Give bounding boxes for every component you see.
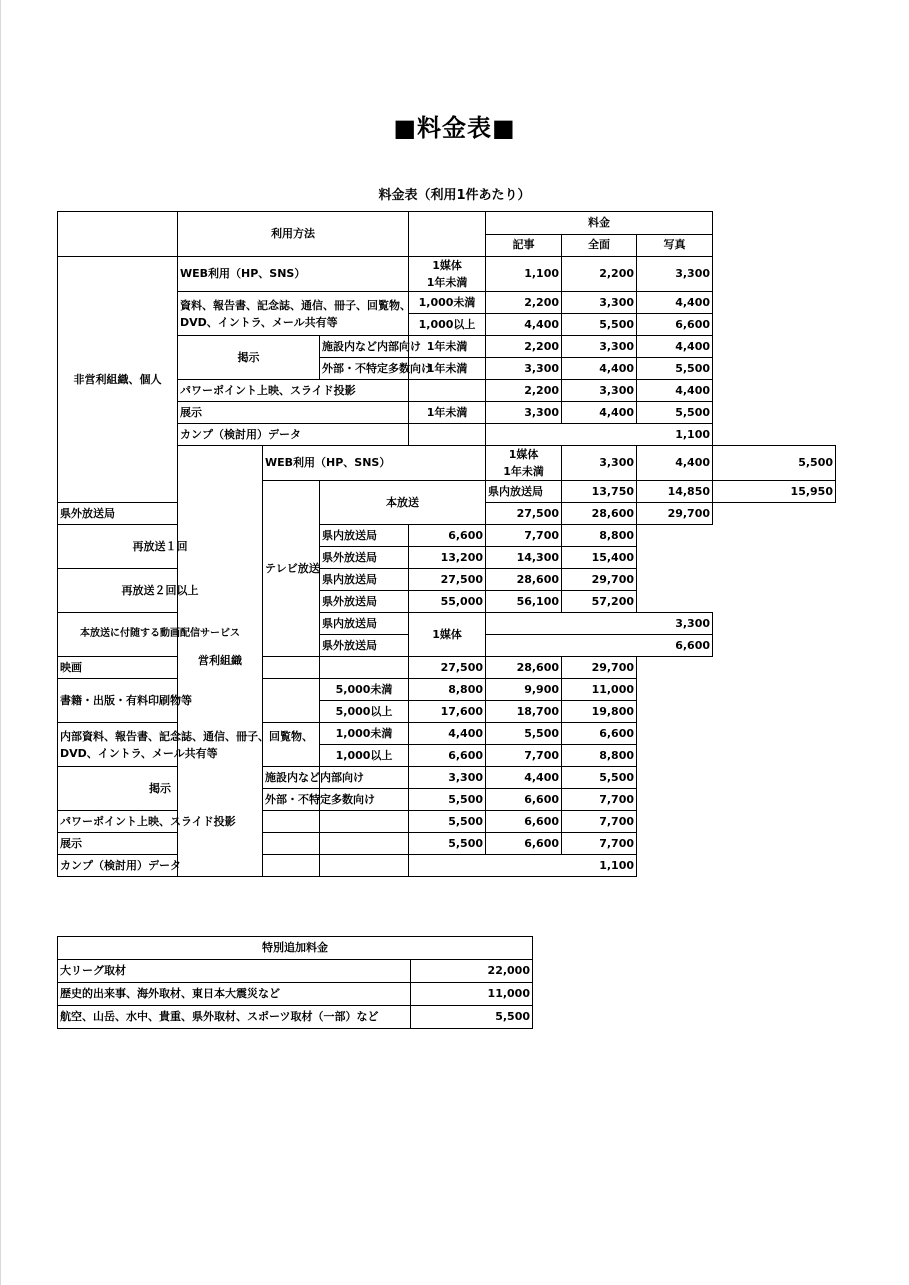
fee-full: 7,700 xyxy=(486,745,562,767)
usage-sub-label: 施設内など内部向け xyxy=(320,336,409,358)
usage-label: テレビ放送 xyxy=(263,481,320,657)
fee-flat: 3,300 xyxy=(486,613,713,635)
fee-flat: 1,100 xyxy=(486,424,713,446)
fee-photo: 6,600 xyxy=(637,314,713,336)
extra-fee-label: 大リーグ取材 xyxy=(58,960,411,983)
fee-full: 9,900 xyxy=(486,679,562,701)
fee-article: 5,500 xyxy=(409,833,486,855)
fee-article: 1,100 xyxy=(486,257,562,292)
condition-cell: 5,000以上 xyxy=(320,701,409,723)
usage-sub-label: 外部・不特定多数向け xyxy=(320,358,409,380)
usage-label: カンプ（検討用）データ xyxy=(178,424,409,446)
fee-article: 8,800 xyxy=(409,679,486,701)
condition-cell xyxy=(409,257,486,292)
condition-cell xyxy=(320,855,409,877)
fee-full: 4,400 xyxy=(562,402,637,424)
usage-label: WEB利用（HP、SNS） xyxy=(263,446,486,481)
table-row xyxy=(58,983,533,1006)
table-row xyxy=(58,833,836,855)
fee-full: 3,300 xyxy=(562,336,637,358)
fee-full: 5,500 xyxy=(486,723,562,745)
condition-text: 1媒体 xyxy=(508,448,539,462)
table-row xyxy=(58,960,533,983)
station-label: 県外放送局 xyxy=(320,547,409,569)
usage-label: 掲示 xyxy=(178,336,320,380)
station-label: 県外放送局 xyxy=(320,591,409,613)
fee-photo: 7,700 xyxy=(562,789,637,811)
station-label: 県内放送局 xyxy=(486,481,562,503)
usage-label xyxy=(178,292,409,336)
fee-table xyxy=(57,211,836,877)
fee-flat: 6,600 xyxy=(486,635,713,657)
fee-photo: 7,700 xyxy=(562,811,637,833)
fee-article: 4,400 xyxy=(409,723,486,745)
fee-full: 7,700 xyxy=(486,525,562,547)
condition-cell: 1年未満 xyxy=(409,336,486,358)
usage-label: 展示 xyxy=(58,833,320,855)
fee-photo: 19,800 xyxy=(562,701,637,723)
page-title: ■料金表■ xyxy=(393,114,516,142)
fee-flat: 1,100 xyxy=(409,855,637,877)
header-photo: 写真 xyxy=(637,234,713,257)
extra-header-row xyxy=(58,937,533,960)
fee-article: 27,500 xyxy=(409,657,486,679)
header-condition-cell xyxy=(409,212,486,257)
tv-sub-label: 本放送に付随する動画配信サービス xyxy=(58,613,263,657)
header-article: 記事 xyxy=(486,234,562,257)
fee-full: 28,600 xyxy=(562,503,637,525)
fee-photo: 5,500 xyxy=(637,358,713,380)
fee-article: 13,200 xyxy=(409,547,486,569)
fee-photo: 8,800 xyxy=(562,525,637,547)
condition-cell: 1年未満 xyxy=(409,402,486,424)
station-label: 県外放送局 xyxy=(58,503,178,525)
fee-article: 6,600 xyxy=(409,525,486,547)
fee-photo: 4,400 xyxy=(637,380,713,402)
usage-label-line: DVD、イントラ、メール共有等 xyxy=(180,315,338,329)
fee-full: 3,300 xyxy=(562,292,637,314)
usage-sub-label: 施設内など内部向け xyxy=(263,767,320,789)
condition-cell: 5,000未満 xyxy=(320,679,409,701)
fee-full: 28,600 xyxy=(486,569,562,591)
fee-photo: 29,700 xyxy=(562,569,637,591)
fee-table-caption: 料金表（利用1件あたり） xyxy=(378,188,531,203)
condition-cell: 1,000未満 xyxy=(320,723,409,745)
extra-fee-value: 22,000 xyxy=(411,960,533,983)
condition-cell xyxy=(320,811,409,833)
header-full: 全面 xyxy=(562,234,637,257)
usage-label: パワーポイント上映、スライド投影 xyxy=(178,380,409,402)
fee-article: 3,300 xyxy=(562,446,637,481)
table-row xyxy=(58,525,836,547)
usage-label: 展示 xyxy=(178,402,409,424)
header-group-cell xyxy=(58,212,178,257)
fee-full: 56,100 xyxy=(486,591,562,613)
fee-photo: 5,500 xyxy=(637,402,713,424)
fee-full: 14,850 xyxy=(637,481,713,503)
fee-photo: 3,300 xyxy=(637,257,713,292)
fee-full: 4,400 xyxy=(486,767,562,789)
condition-cell: 1,000未満 xyxy=(409,292,486,314)
table-row xyxy=(58,855,836,877)
tv-sub-label: 再放送１回 xyxy=(58,525,263,569)
station-label: 県内放送局 xyxy=(320,525,409,547)
header-fee: 料金 xyxy=(486,212,713,235)
fee-photo: 4,400 xyxy=(637,292,713,314)
extra-fee-table xyxy=(57,936,533,1029)
fee-photo: 11,000 xyxy=(562,679,637,701)
fee-article: 13,750 xyxy=(562,481,637,503)
condition-cell xyxy=(486,446,562,481)
fee-full: 4,400 xyxy=(637,446,713,481)
fee-full: 3,300 xyxy=(562,380,637,402)
fee-photo: 57,200 xyxy=(562,591,637,613)
fee-full: 4,400 xyxy=(562,358,637,380)
header-usage: 利用方法 xyxy=(178,212,409,257)
usage-label: WEB利用（HP、SNS） xyxy=(178,257,409,292)
usage-label-line: 資料、報告書、記念誌、通信、冊子、回覧物、 xyxy=(180,298,411,312)
station-label: 県内放送局 xyxy=(320,613,409,635)
fee-photo: 29,700 xyxy=(637,503,713,525)
fee-article: 17,600 xyxy=(409,701,486,723)
fee-article: 3,300 xyxy=(409,767,486,789)
condition-cell xyxy=(409,380,486,402)
fee-article: 5,500 xyxy=(409,789,486,811)
fee-full: 28,600 xyxy=(486,657,562,679)
table-row xyxy=(58,657,836,679)
condition-cell xyxy=(320,833,409,855)
fee-article: 3,300 xyxy=(486,358,562,380)
fee-full: 18,700 xyxy=(486,701,562,723)
station-label: 県内放送局 xyxy=(320,569,409,591)
fee-article: 2,200 xyxy=(486,336,562,358)
group-nonprofit: 非営利組織、個人 xyxy=(58,257,178,503)
table-row xyxy=(58,811,836,833)
tv-sub-label: 本放送 xyxy=(320,481,486,525)
usage-sub-label: 外部・不特定多数向け xyxy=(263,789,320,811)
usage-label: 映画 xyxy=(58,657,320,679)
condition-cell: 1媒体 xyxy=(409,613,486,657)
tv-sub-label: 再放送２回以上 xyxy=(58,569,263,613)
usage-label: カンプ（検討用）データ xyxy=(58,855,320,877)
table-row xyxy=(58,257,836,292)
fee-full: 14,300 xyxy=(486,547,562,569)
condition-text: 1年未満 xyxy=(426,276,468,290)
condition-cell: 1,000以上 xyxy=(409,314,486,336)
fee-photo: 7,700 xyxy=(562,833,637,855)
condition-cell xyxy=(320,657,409,679)
table-row xyxy=(58,569,836,591)
fee-article: 27,500 xyxy=(409,569,486,591)
station-label: 県外放送局 xyxy=(320,635,409,657)
condition-cell xyxy=(409,424,486,446)
fee-article: 2,200 xyxy=(486,292,562,314)
extra-fee-value: 11,000 xyxy=(411,983,533,1006)
fee-article: 6,600 xyxy=(409,745,486,767)
fee-article: 55,000 xyxy=(409,591,486,613)
condition-text: 1年未満 xyxy=(503,465,544,479)
fee-photo: 4,400 xyxy=(637,336,713,358)
fee-photo: 15,400 xyxy=(562,547,637,569)
fee-full: 6,600 xyxy=(486,811,562,833)
extra-fee-label: 歴史的出来事、海外取材、東日本大震災など xyxy=(58,983,411,1006)
fee-article: 3,300 xyxy=(486,402,562,424)
fee-photo: 15,950 xyxy=(713,481,836,503)
usage-label: パワーポイント上映、スライド投影 xyxy=(58,811,320,833)
fee-full: 6,600 xyxy=(486,789,562,811)
header-row xyxy=(58,212,836,235)
fee-article: 5,500 xyxy=(409,811,486,833)
table-row xyxy=(58,723,836,745)
condition-text: 1媒体 xyxy=(432,259,462,272)
fee-article: 27,500 xyxy=(486,503,562,525)
table-row xyxy=(58,1006,533,1029)
fee-photo: 6,600 xyxy=(562,723,637,745)
usage-label-line: DVD、イントラ、メール共有等 xyxy=(60,746,218,760)
table-row xyxy=(58,679,836,701)
fee-article: 4,400 xyxy=(486,314,562,336)
fee-photo: 5,500 xyxy=(562,767,637,789)
fee-full: 6,600 xyxy=(486,833,562,855)
condition-cell: 1,000以上 xyxy=(320,745,409,767)
usage-label: 書籍・出版・有料印刷物等 xyxy=(58,679,320,723)
table-row xyxy=(58,767,836,789)
fee-full: 5,500 xyxy=(562,314,637,336)
group-commercial: 営利組織 xyxy=(178,446,263,877)
extra-fee-value: 5,500 xyxy=(411,1006,533,1029)
fee-full: 2,200 xyxy=(562,257,637,292)
extra-fee-title: 特別追加料金 xyxy=(58,937,533,960)
condition-cell: 1年未満 xyxy=(409,358,486,380)
fee-photo: 8,800 xyxy=(562,745,637,767)
fee-photo: 29,700 xyxy=(562,657,637,679)
usage-label xyxy=(58,723,320,767)
usage-label: 掲示 xyxy=(58,767,263,811)
extra-fee-label: 航空、山岳、水中、貴重、県外取材、スポーツ取材（一部）など xyxy=(58,1006,411,1029)
fee-photo: 5,500 xyxy=(713,446,836,481)
fee-article: 2,200 xyxy=(486,380,562,402)
table-row xyxy=(58,613,836,635)
usage-label-line: 内部資料、報告書、記念誌、通信、冊子、回覧物、 xyxy=(60,729,313,743)
